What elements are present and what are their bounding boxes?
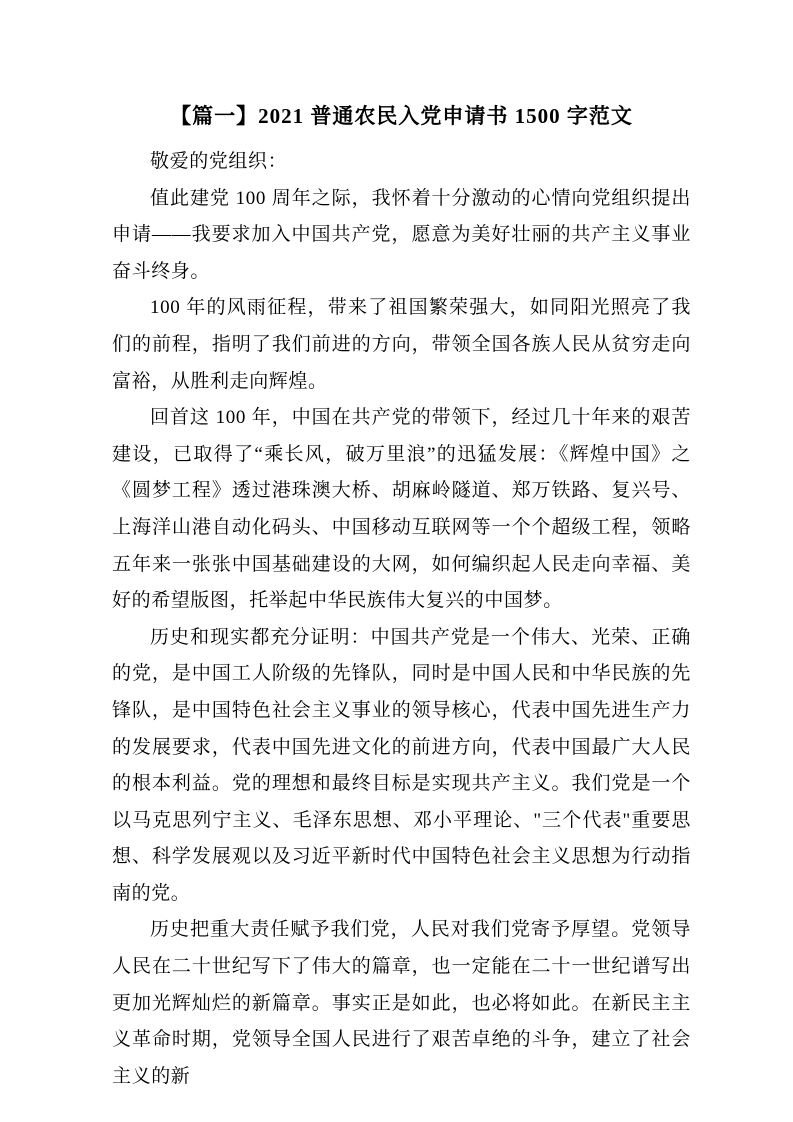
body-paragraph: 历史和现实都充分证明：中国共产党是一个伟大、光荣、正确的党，是中国工人阶级的先锋队，同时是中国人民和中华民族的先锋队，是中国特色社会主义事业的领导核心，代表中国先进生产力的发展要求，代表中国先进文化的前进方向，代表中国最广大人民的根本利益。党的理想和最终目标是实现共产主义。我们党是一个以马克思列宁主义、毛泽东思想、邓小平理论、"三个代表"重要思想、科学发展观以及习近平新时代中国特色社会主义思想为行动指南的党。 <box>112 626 691 904</box>
body-paragraph: 值此建党 100 周年之际，我怀着十分激动的心情向党组织提出申请——我要求加入中国共产党，愿意为美好壮丽的共产主义事业奋斗终身。 <box>112 187 691 282</box>
salutation: 敬爱的党组织： <box>150 151 288 172</box>
document-body <box>112 144 691 1095</box>
body-paragraph: 回首这 100 年，中国在共产党的带领下，经过几十年来的艰苦建设，已取得了“乘长风，破万里浪”的迅猛发展：《辉煌中国》之《圆梦工程》透过港珠澳大桥、胡麻岭隧道、郑万铁路、复兴号、上海洋山港自动化码头、中国移动互联网等一个个超级工程，领略五年来一张张中国基础建设的大网，如何编织起人民走向幸福、美好的希望版图，托举起中华民族伟大复兴的中国梦。 <box>112 407 691 612</box>
body-paragraph: 100 年的风雨征程，带来了祖国繁荣强大，如同阳光照亮了我们的前程，指明了我们前进的方向，带领全国各族人民从贫穷走向富裕，从胜利走向辉煌。 <box>112 297 691 392</box>
document-title: 【篇一】2021 普通农民入党申请书 1500 字范文 <box>170 104 633 128</box>
body-paragraph: 历史把重大责任赋予我们党，人民对我们党寄予厚望。党领导人民在二十世纪写下了伟大的篇章，也一定能在二十一世纪谱写出更加光辉灿烂的新篇章。事实正是如此，也必将如此。在新民主主义革命时期，党领导全国人民进行了艰苦卓绝的斗争，建立了社会主义的新 <box>112 919 691 1087</box>
